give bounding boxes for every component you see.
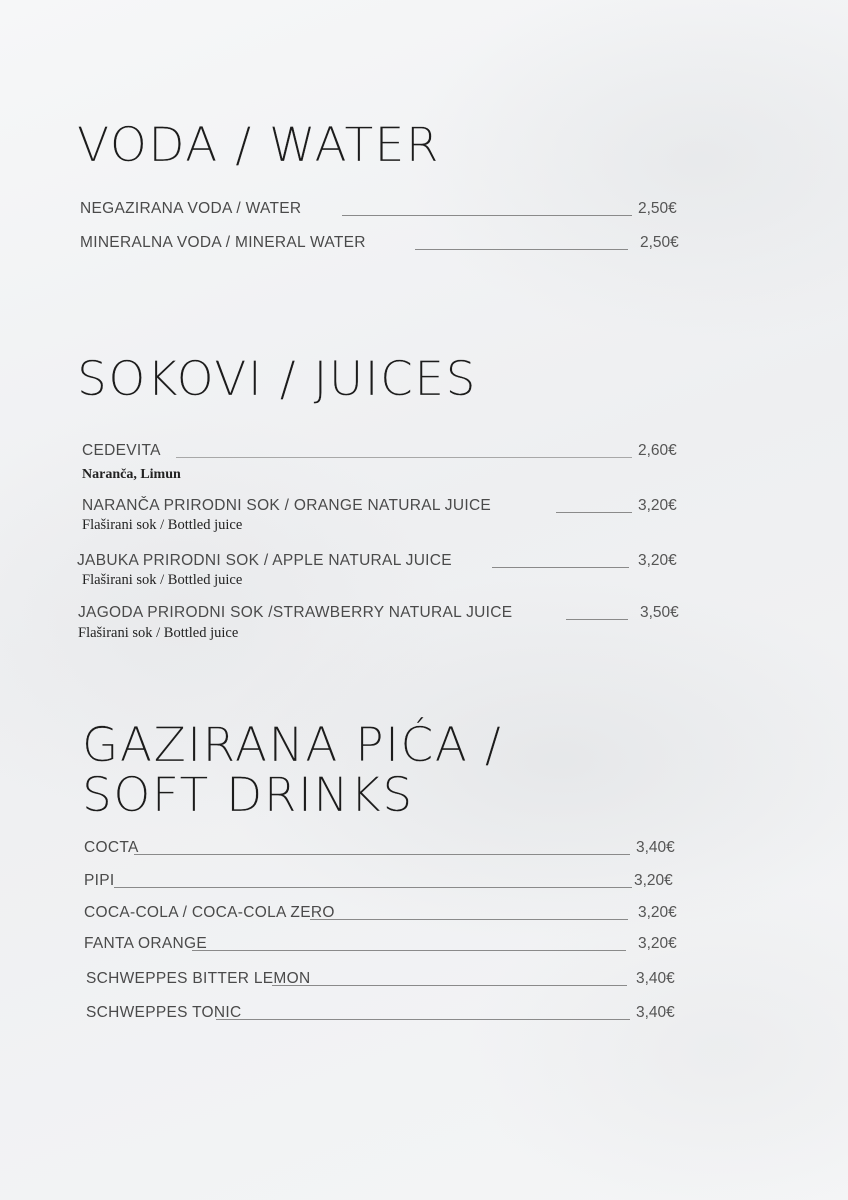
item-price: 3,20€: [638, 904, 677, 921]
dotted-leader: [192, 950, 626, 951]
item-price: 3,20€: [638, 935, 677, 952]
item-note: Flaširani sok / Bottled juice: [82, 572, 243, 588]
item-name: FANTA ORANGE: [84, 935, 208, 952]
section-title-soft-drinks-line1: GAZIRANA PIĆA /: [82, 718, 503, 773]
item-price: 2,50€: [638, 200, 677, 217]
dotted-leader: [310, 919, 628, 920]
item-note: Naranča, Limun: [82, 467, 181, 482]
item-note: Flaširani sok / Bottled juice: [78, 625, 239, 641]
item-price: 3,40€: [636, 839, 675, 856]
menu-item: [0, 604, 848, 626]
menu-item: [0, 839, 848, 861]
menu-item: [0, 234, 848, 256]
menu-item: [0, 935, 848, 957]
item-name: MINERALNA VODA / MINERAL WATER: [80, 234, 366, 251]
item-price: 3,40€: [636, 970, 675, 987]
menu-item: [0, 872, 848, 894]
dotted-leader: [556, 512, 632, 513]
menu-item: [0, 970, 848, 992]
item-price: 3,40€: [636, 1004, 675, 1021]
dotted-leader: [272, 985, 627, 986]
item-price: 3,50€: [640, 604, 679, 621]
section-title-water: VODA / WATER: [77, 118, 441, 173]
dotted-leader: [415, 249, 628, 250]
menu-item: [0, 442, 848, 464]
item-name: JABUKA PRIRODNI SOK / APPLE NATURAL JUICE: [77, 552, 452, 569]
dotted-leader: [134, 854, 630, 855]
dotted-leader: [342, 215, 632, 216]
item-note: Flaširani sok / Bottled juice: [82, 517, 243, 533]
menu-item: [0, 552, 848, 574]
item-name: SCHWEPPES TONIC: [86, 1004, 242, 1021]
menu-item: [0, 200, 848, 222]
dotted-leader: [176, 457, 632, 458]
item-name: JAGODA PRIRODNI SOK /STRAWBERRY NATURAL JUICE: [78, 604, 513, 621]
dotted-leader: [216, 1019, 630, 1020]
item-name: SCHWEPPES BITTER LEMON: [86, 970, 311, 987]
dotted-leader: [114, 887, 632, 888]
menu-item: [0, 497, 848, 519]
item-price: 3,20€: [638, 497, 677, 514]
dotted-leader: [492, 567, 629, 568]
dotted-leader: [566, 619, 628, 620]
item-name: NARANČA PRIRODNI SOK / ORANGE NATURAL JUICE: [82, 497, 492, 514]
item-name: PIPI: [84, 872, 115, 889]
section-title-soft-drinks-line2: SOFT DRINKS: [82, 768, 414, 823]
item-name: COCTA: [84, 839, 139, 856]
item-price: 2,60€: [638, 442, 677, 459]
item-price: 3,20€: [634, 872, 673, 889]
menu-item: [0, 1004, 848, 1026]
item-name: COCA-COLA / COCA-COLA ZERO: [84, 904, 335, 921]
item-price: 3,20€: [638, 552, 677, 569]
item-name: NEGAZIRANA VODA / WATER: [80, 200, 302, 217]
item-price: 2,50€: [640, 234, 679, 251]
section-title-juices: SOKOVI / JUICES: [77, 352, 477, 407]
item-name: CEDEVITA: [82, 442, 161, 459]
menu-item: [0, 904, 848, 926]
